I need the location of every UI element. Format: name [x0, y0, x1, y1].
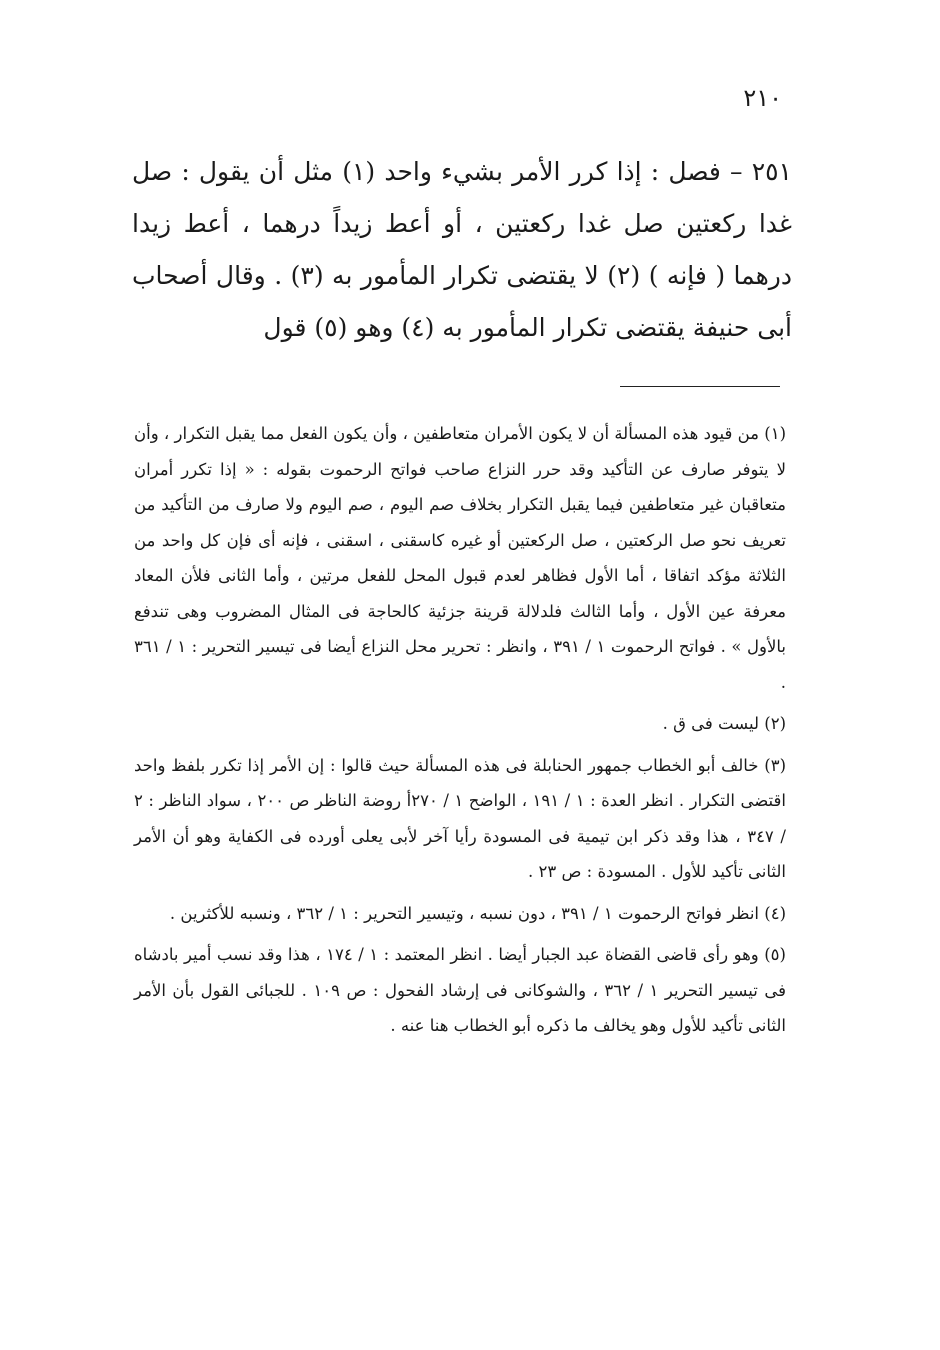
footnote-3: (٣) خالف أبو الخطاب جمهور الحنابلة فى هذه المسألة حيث قالوا : إن الأمر إذا تكرر بلفظ واحد اقتضى التكرار . انظر العدة : ١ / ١٩١ ، الواضح ١ / ٢٧٠أ روضة الناظر ص ٢٠٠ ، سواد الناظر : ٢ / ٣٤٧ ، هذا وقد ذكر ابن تيمية فى المسودة رأيا آخر لأبى يعلى أورده فى الكفاية وهو أن الأمر الثانى تأكيد للأول . المسودة : ص ٢٣ .: [134, 755, 786, 881]
footnote-4: (٤) انظر فواتح الرحموت ١ / ٣٩١ ، دون نسبه ، وتيسير التحرير : ١ / ٣٦٢ ، ونسبه للأكثرين .: [169, 903, 786, 923]
footnote-1: (١) من قيود هذه المسألة أن لا يكون الأمران متعاطفين ، وأن يكون الفعل مما يقبل التكرار ، وأن لا يتوفر صارف عن التأكيد وقد حرر النزاع صاحب فواتح الرحموت بقوله : « إذا تكرر أمران متعاقبان غير متعاطفين فيما يقبل التكرار بخلاف صم اليوم ، صم اليوم ولا صارف من التأكيد من تعريف نحو صل الركعتين ، صل الركعتين أو غيره كاسقنى ، اسقنى ، فإنه أى فإن كل واحد من الثلاثة مؤكد اتفاقا ، أما الأول فظاهر لعدم قبول المحل للفعل مرتين ، وأما الثانى فلأن المعاد معرفة عين الأول ، وأما الثالث فلدلالة قرينة جزئية كالحاجة فى المثال المضروب وهى تندفع بالأول » . فواتح الرحموت ١ / ٣٩١ ، وانظر : تحرير محل النزاع أيضا فى تيسير التحرير : ١ / ٣٦١ .: [134, 424, 786, 692]
main-text: [132, 146, 792, 354]
footnote-5: (٥) وهو رأى قاضى القضاة عبد الجبار أيضا . انظر المعتمد : ١ / ١٧٤ ، هذا وقد نسب أمير بادشاه فى تيسير التحرير ١ / ٣٦٢ ، والشوكانى فى إرشاد الفحول : ص ١٠٩ . للجبائى القول بأن الأمر الثانى تأكيد للأول وهو يخالف ما ذكره أبو الخطاب هنا عنه .: [134, 945, 786, 1035]
page-number: ٢١٠: [743, 84, 782, 112]
section-paragraph: ٢٥١ – فصل : إذا كرر الأمر بشيء واحد (١) مثل أن يقول : صل غدا ركعتين صل غدا ركعتين ، أو أعط زيداً درهما ، أعط زيدا درهما ( فإنه ) (٢) لا يقتضى تكرار المأمور به (٣) . وقال أصحاب أبى حنيفة يقتضى تكرار المأمور به (٤) وهو (٥) قول: [132, 157, 793, 342]
footnotes: [134, 416, 786, 1050]
footnote-divider: [620, 386, 780, 387]
footnote-2: (٢) ليست فى ق .: [662, 714, 786, 733]
